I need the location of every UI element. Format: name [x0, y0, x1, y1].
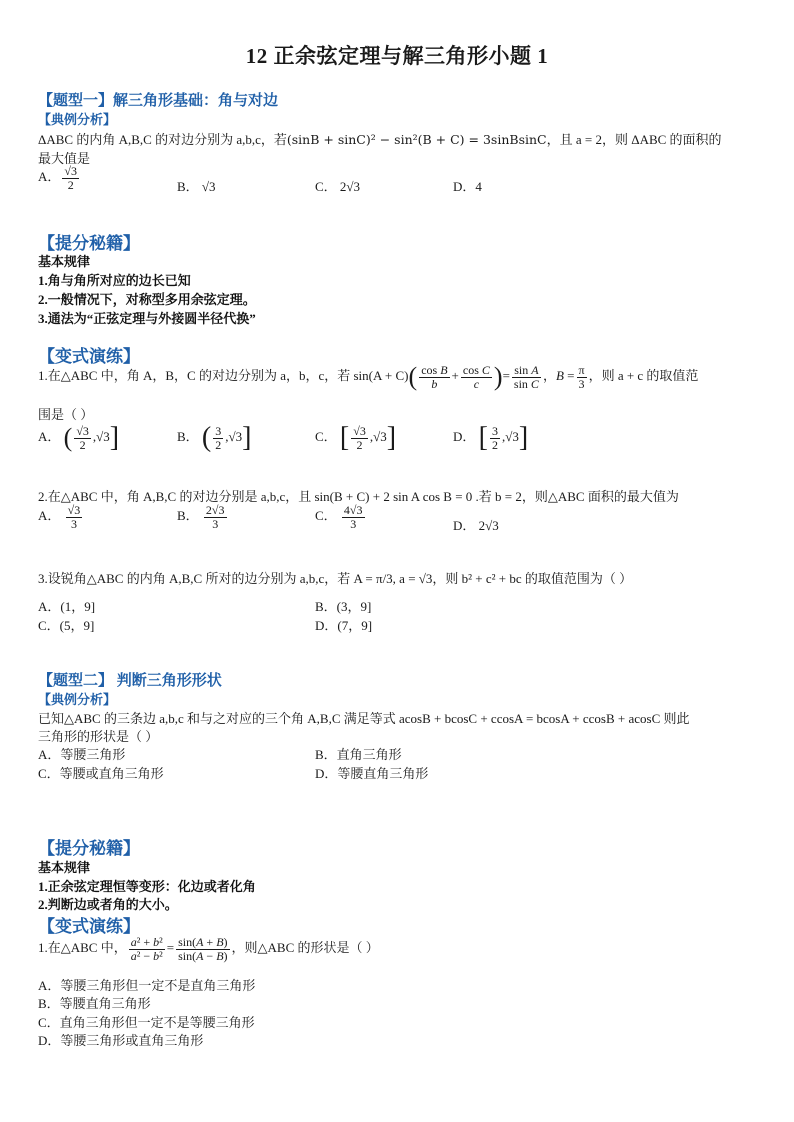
option-b: B． √3 [177, 179, 216, 194]
tips-heading: 【提分秘籍】 [38, 234, 140, 253]
practice-q2-text: 2.在△ABC 中，角 A,B,C 的对边分别是 a,b,c，且 sin(B + C) + 2 sin A cos B = 0 .若 b = 2，则△ABC 面积的最大值为 [38, 489, 679, 504]
option-d: D．4 [453, 179, 482, 194]
practice-q3-option-d: D．(7，9] [315, 618, 373, 633]
practice-q2-option-a: A． $\frac{√3}{3}$ [38, 503, 81, 531]
example2-option-a: A．等腰三角形 [38, 747, 126, 762]
section-heading-type2: 【题型二】 判断三角形形状 [38, 673, 222, 689]
question-formula: (sinB + sinC)² − sin²(B + C) = 3sinBsinC [286, 132, 547, 147]
practice-q3-option-b: B．(3，9] [315, 599, 372, 614]
q1-text-suffix: ，则 a + c 的取值范 [588, 368, 699, 384]
practice-heading: 【变式演练】 [38, 347, 140, 366]
option-c: C． 2√3 [315, 179, 361, 194]
practice-q2-option-d: D． 2√3 [453, 518, 499, 533]
practice-q1-line2: 围是（ ） [38, 407, 94, 422]
practice-q1-line1: 1.在△ABC 中，角 A，B，C 的对边分别为 a，b，c，若 sin(A + C)( $\frac{\text{cos B}}{b}$ + $\frac{\text{cos C}}{c}$ )= $\frac{\text{sin A}}{\text{sin C}}$ ，B = $\frac{\pi}{3}$ ，则 a + c 的取值范 [38, 362, 699, 392]
tips-heading-2: 【提分秘籍】 [38, 839, 140, 858]
example-label: 【典例分析】 [38, 692, 117, 707]
example2-option-b: B．直角三角形 [315, 747, 402, 762]
practice-q1-option-d: D． [ $\frac{3}{2}$ ,√3] [453, 422, 529, 453]
page-title: 12 正余弦定理与解三角形小题 1 [245, 44, 549, 68]
practice-q3-option-a: A．(1，9] [38, 599, 96, 614]
option-a [38, 165, 81, 191]
practice2-q1: 1.在△ABC 中， $\frac{\text{a² + b²}}{\text{a² − b²}}$ = $\frac{\sin(A + B)}{\sin(A - B)}$ ，则△ABC 的形状是（ ） [38, 935, 379, 963]
example2-question-line1: 已知△ABC 的三条边 a,b,c 和与之对应的三个角 A,B,C 满足等式 acosB + bcosC + ccosA = bcosA + ccosB + acosC 则此 [38, 711, 690, 726]
question-text-suffix: ，且 a = 2，则 ΔABC 的面积的 [546, 132, 722, 147]
option-c-label: C． [315, 179, 337, 194]
tip-item: 1.正余弦定理恒等变形：化边或者化角 [38, 879, 256, 894]
practice-q3-option-c: C．(5，9] [38, 618, 95, 633]
option-b-label: B． [177, 179, 199, 194]
example2-question-line2: 三角形的形状是（ ） [38, 729, 159, 744]
tips-subtitle: 基本规律 [38, 254, 91, 269]
practice-q1-option-c: C． [ $\frac{√3}{2}$ ,√3] [315, 422, 397, 453]
tip-item: 3.通法为“正弦定理与外接圆半径代换” [38, 311, 256, 326]
example-question-line2: 最大值是 [38, 151, 91, 166]
practice2-q1-suffix: ，则△ABC 的形状是（ ） [231, 940, 379, 956]
practice2-q1-prefix: 1.在△ABC 中， [38, 940, 127, 956]
practice-q2-option-c: C． $\frac{4√3}{3}$ [315, 503, 363, 531]
example2-option-d: D．等腰直角三角形 [315, 766, 429, 781]
practice-q1-option-b: B． ( $\frac{3}{2}$ ,√3] [177, 422, 252, 453]
example-label: 【典例分析】 [38, 112, 117, 127]
practice2-q1-option-c: C．直角三角形但一定不是等腰三角形 [38, 1015, 255, 1030]
option-a-value: $\frac{√3}{2}$ [64, 164, 77, 192]
q1-text-prefix: 1.在△ABC 中，角 A，B，C 的对边分别为 a，b，c，若 sin(A + C) [38, 368, 409, 384]
tip-item: 2.判断边或者角的大小。 [38, 897, 178, 912]
practice2-q1-option-a: A．等腰三角形但一定不是直角三角形 [38, 978, 256, 993]
option-a-label: A． [38, 169, 61, 185]
example2-option-c: C．等腰或直角三角形 [38, 766, 164, 781]
tip-item: 1.角与角所对应的边长已知 [38, 273, 191, 288]
example-question-line1 [38, 129, 722, 148]
practice-q2-option-b: B． $\frac{2√3}{3}$ [177, 503, 225, 531]
practice-q3-text: 3.设锐角△ABC 的内角 A,B,C 所对的边分别为 a,b,c，若 A = π/3, a = √3，则 b² + c² + bc 的取值范围为（ ） [38, 571, 633, 586]
practice2-q1-option-b: B．等腰直角三角形 [38, 996, 151, 1011]
practice-q1-option-a: A． ( $\frac{√3}{2}$ ,√3] [38, 422, 120, 453]
tip-item: 2.一般情况下，对称型多用余弦定理。 [38, 292, 256, 307]
tips-subtitle-2: 基本规律 [38, 860, 91, 875]
section-heading-type1: 【题型一】解三角形基础：角与对边 [38, 93, 279, 109]
practice-heading-2: 【变式演练】 [38, 917, 140, 936]
question-text-prefix: ΔABC 的内角 A,B,C 的对边分别为 a,b,c，若 [38, 132, 287, 147]
practice2-q1-option-d: D．等腰三角形或直角三角形 [38, 1033, 204, 1048]
